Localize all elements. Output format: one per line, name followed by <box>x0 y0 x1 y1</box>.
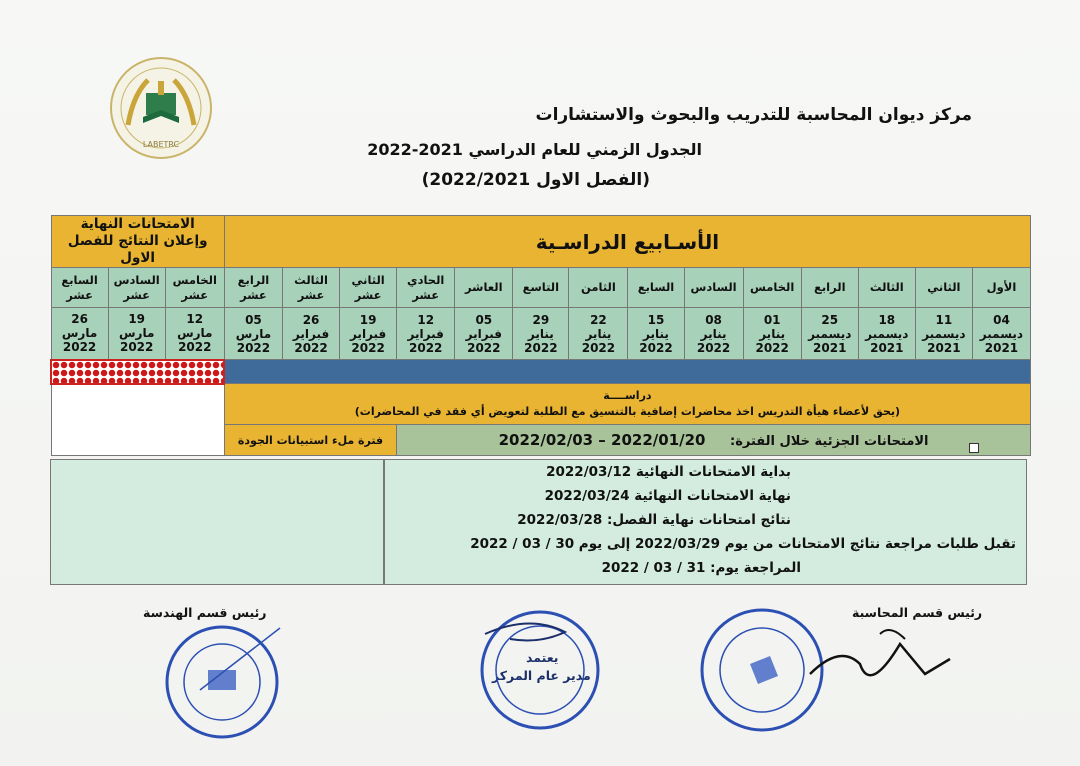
week-date-month: فبراير <box>292 326 330 341</box>
director-stamp <box>470 604 610 734</box>
week-date-month: ديسمبر <box>865 326 909 341</box>
week-date-day: 12 <box>186 312 204 327</box>
review-day: المراجعة يوم: 31 / 03 / 2022 <box>601 560 801 576</box>
week-date-day: 08 <box>705 312 722 327</box>
week-date-cell <box>340 308 397 360</box>
week-date-day: 19 <box>128 312 146 327</box>
week-date-year: 2022 <box>178 340 212 355</box>
week-date-year: 2021 <box>813 340 847 355</box>
week-date-day: 01 <box>763 312 781 327</box>
week-date-cell <box>743 308 801 360</box>
blank-cell <box>51 384 224 456</box>
week-name-cell: الثالث <box>858 268 915 308</box>
final-exams-bar <box>51 360 224 384</box>
semester-title: (الفصل الاول 2022/2021) <box>421 170 650 190</box>
week-name-cell: الخامس <box>743 268 801 308</box>
week-date-cell <box>684 308 743 360</box>
week-date-year: 2022 <box>467 340 501 355</box>
final-end: نهاية الامتحانات النهائية 2022/03/24 <box>544 488 791 504</box>
week-date-month: مارس <box>235 326 272 341</box>
week-date-year: 2022 <box>236 340 271 355</box>
week-date-month: فبراير <box>465 326 502 341</box>
week-date-month: يناير <box>585 326 612 341</box>
week-name-cell: التاسع <box>513 268 569 308</box>
week-date-month: فبراير <box>349 326 387 341</box>
study-label: دراســــة <box>603 389 652 402</box>
results-date: نتائج امتحانات نهاية الفصل: 2022/03/28 <box>517 512 791 528</box>
midterm-row <box>397 425 1031 456</box>
week-date-cell <box>569 308 628 360</box>
week-date-month: يناير <box>527 326 554 341</box>
svg-text:LABETRC: LABETRC <box>142 140 180 149</box>
week-date-year: 2022 <box>119 340 154 355</box>
week-name-cell: الثاني <box>915 268 972 308</box>
week-date-year: 2022 <box>639 340 673 355</box>
week-date-day: 25 <box>821 312 839 327</box>
weeks-title: الأسـابيع الدراسـية <box>224 216 1030 268</box>
week-date-cell <box>224 308 282 360</box>
week-date-year: 2022 <box>581 340 616 355</box>
week-date-cell <box>801 308 858 360</box>
review-requests: تقبل طلبات مراجعة نتائج الامتحانات من يوم 2022/03/29 إلى يوم 30 / 03 / 2022 <box>470 536 1016 552</box>
week-date-year: 2021 <box>927 340 961 355</box>
week-name-cell: الأول <box>972 268 1030 308</box>
week-name-cell: السادس <box>684 268 743 308</box>
week-date-day: 26 <box>302 312 320 327</box>
week-date-cell <box>513 308 569 360</box>
week-name-cell: السابع عشر <box>51 268 108 308</box>
week-date-day: 26 <box>71 312 88 327</box>
schedule-title: الجدول الزمني للعام الدراسي 2021-2022 <box>367 140 702 159</box>
director-title: مدير عام المركز <box>492 668 591 683</box>
week-date-day: 22 <box>590 312 607 327</box>
final-start: بداية الامتحانات النهائية 2022/03/12 <box>546 464 791 480</box>
week-name-cell: الثاني عشر <box>340 268 397 308</box>
week-date-cell <box>915 308 972 360</box>
week-date-cell <box>283 308 340 360</box>
midterm-dates: 2022/01/20 – 2022/02/03 <box>498 431 706 449</box>
week-name-cell: العاشر <box>455 268 513 308</box>
week-name-cell: الرابع عشر <box>224 268 282 308</box>
week-date-month: يناير <box>759 326 786 341</box>
final-exams-title: الامتحانات النهاية وإعلان النتائج للفصل الاول <box>51 216 224 268</box>
org-name: مركز ديوان المحاسبة للتدريب والبحوث والاستشارات <box>535 105 972 125</box>
week-date-year: 2022 <box>351 340 385 355</box>
study-row <box>224 384 1030 425</box>
week-date-month: مارس <box>61 326 98 341</box>
accounting-stamp <box>690 604 960 734</box>
week-date-day: 18 <box>878 312 896 327</box>
notes-box <box>384 459 1027 585</box>
week-date-month: ديسمبر <box>979 326 1024 341</box>
week-name-cell: الرابع <box>801 268 858 308</box>
week-date-year: 2022 <box>755 340 789 355</box>
week-name-cell: الثامن <box>569 268 628 308</box>
week-date-cell <box>628 308 684 360</box>
engineering-stamp <box>150 620 300 740</box>
week-date-day: 29 <box>532 312 550 327</box>
week-date-month: ديسمبر <box>808 326 852 341</box>
week-date-year: 2022 <box>524 340 558 355</box>
midterm-label: الامتحانات الجزئية خلال الفترة: <box>730 434 929 449</box>
week-date-cell <box>972 308 1030 360</box>
study-note: (يحق لأعضاء هيأة التدريس اخذ محاضرات إضافية بالتنسيق مع الطلبة لتعويض أي فقد في المحاضرات) <box>354 405 901 418</box>
week-date-year: 2021 <box>984 340 1019 355</box>
week-date-cell <box>165 308 224 360</box>
survey-period: فترة ملء استبيانات الجودة <box>224 425 396 456</box>
accounting-head-label: رئيس قسم المحاسبة <box>852 605 983 620</box>
week-date-cell <box>51 308 108 360</box>
study-period-bar <box>224 360 1030 384</box>
week-date-month: يناير <box>700 326 727 341</box>
week-date-day: 05 <box>245 312 262 327</box>
schedule-table <box>50 215 1031 456</box>
week-date-day: 11 <box>935 312 953 327</box>
week-name-cell: الخامس عشر <box>165 268 224 308</box>
week-date-month: ديسمبر <box>922 326 966 341</box>
week-date-day: 05 <box>475 312 493 327</box>
center-logo <box>108 55 214 161</box>
week-date-month: مارس <box>177 326 213 341</box>
week-date-day: 04 <box>993 312 1010 327</box>
week-date-cell <box>108 308 165 360</box>
week-name-cell: الحادي عشر <box>397 268 455 308</box>
week-date-cell <box>858 308 915 360</box>
week-date-year: 2022 <box>294 340 328 355</box>
week-name-cell: السابع <box>628 268 684 308</box>
week-date-month: مارس <box>118 326 155 341</box>
week-name-cell: الثالث عشر <box>283 268 340 308</box>
week-date-year: 2022 <box>62 340 97 355</box>
week-date-year: 2022 <box>409 340 443 355</box>
week-date-day: 12 <box>417 312 435 327</box>
director-adopted: يعتمد <box>526 650 559 665</box>
engineering-head-label: رئيس قسم الهندسة <box>143 605 267 620</box>
week-date-cell <box>455 308 513 360</box>
week-date-month: فبراير <box>407 326 444 341</box>
week-date-cell <box>397 308 455 360</box>
week-date-year: 2021 <box>870 340 904 355</box>
week-date-day: 15 <box>647 312 665 327</box>
week-date-year: 2022 <box>696 340 731 355</box>
checkbox-mark <box>969 443 979 453</box>
week-date-day: 19 <box>359 312 377 327</box>
week-name-cell: السادس عشر <box>108 268 165 308</box>
notes-left-box <box>50 459 384 585</box>
week-date-month: يناير <box>643 326 669 341</box>
